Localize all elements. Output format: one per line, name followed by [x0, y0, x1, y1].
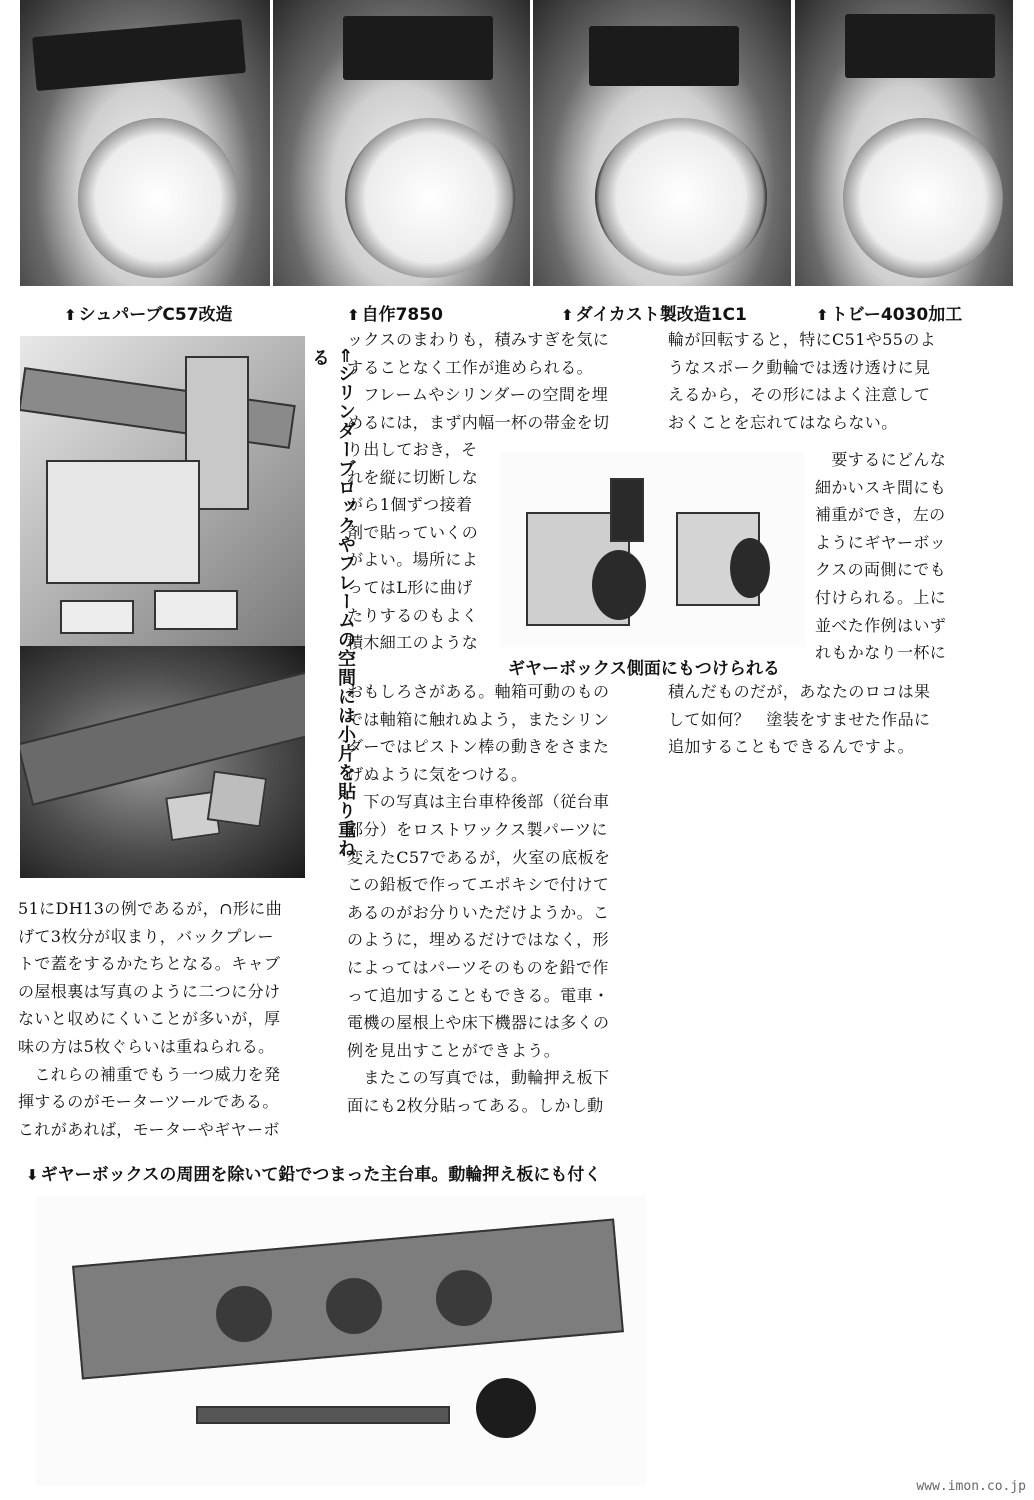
up-arrow-icon: ⬆: [347, 306, 360, 324]
caption-gearbox: ギヤーボックス側面にもつけられる: [508, 659, 780, 679]
driving-wheel: [216, 1286, 272, 1342]
chassis-plate-part: [46, 460, 200, 584]
photo-tobi-4030-on-scale: [795, 0, 1013, 286]
driving-wheel: [326, 1278, 382, 1334]
left-column-text: 51にDH13の例であるが，∩形に曲 げて3枚分が収まり，バックプレー トで蓋をするかたちとなる。キャブ の屋根裏は写真のように二つに分け ないと収めにくいことが多いが，厚 味の方は5枚ぐらいは重ねられる。 これらの補重でもう一つ威力を発 揮するのがモーターツールである。 これがあれば，モーターやギヤーボ: [18, 899, 283, 1139]
scale-dial: [843, 118, 1003, 278]
caption-photo4: ⬆ トビー4030加工: [816, 305, 963, 325]
gear-wheel: [730, 538, 770, 598]
middle-column-narrow-text: り出しておき，そ れを縦に切断しな がら1個ずつ接着 剤で貼っていくの がよい。場所によ ってはL形に曲げ たりするのもよく 積木細工のような: [347, 440, 479, 653]
down-arrow-icon: ⬇: [26, 1166, 39, 1184]
right-column-top-text: 輪が回転すると，特にC51や55のよ うなスポーク動輪では透け透けに見 えるから，その形にはよく注意して おくことを忘れてはならない。: [668, 330, 937, 432]
vertical-caption-cylinder: ⇐シリンダーブロックやフレームの空間には小片を貼り重ねる: [309, 348, 356, 859]
caption-bottom-photo: ⬇ ギヤーボックスの周囲を除いて鉛でつまった主台車。動輪押え板にも付く: [26, 1165, 602, 1185]
photo-frame-with-lead-pieces: [20, 646, 305, 878]
trailing-truck-part: [196, 1406, 450, 1424]
frame-part: [20, 367, 296, 449]
photo-main-bogie-with-lead: [36, 1196, 646, 1486]
up-arrow-icon: ⬆: [561, 306, 574, 324]
up-arrow-icon: ⬆: [64, 306, 77, 324]
trailing-wheel: [476, 1378, 536, 1438]
driving-wheel: [436, 1270, 492, 1326]
caption-photo3: ⬆ ダイカスト製改造1C1: [561, 305, 747, 325]
right-column-narrow-text: 要するにどんな 細かいスキ間にも 補重ができ，左の ようにギヤーボッ クスの両側にでも 付けられる。上に 並べた作例はいず れもかなり一杯に: [815, 450, 947, 663]
locomotive-silhouette: [589, 26, 739, 86]
gear-wheel: [592, 550, 646, 620]
caption-photo1: ⬆ シュパーブC57改造: [64, 305, 233, 325]
locomotive-silhouette: [32, 19, 246, 91]
caption-photo2: ⬆ 自作7850: [347, 305, 443, 325]
scale-dial: [78, 118, 238, 278]
watermark: www.imon.co.jp: [916, 1479, 1026, 1494]
lead-piece-part: [154, 590, 238, 630]
scale-dial: [345, 118, 515, 278]
motor-shaft: [610, 478, 644, 542]
right-column-bottom-text: 積んだものだが，あなたのロコは果 して如何？ 塗装をすませた作品に 追加することもできるんですよ。: [668, 682, 931, 757]
lead-piece-part: [207, 770, 267, 827]
locomotive-silhouette: [845, 14, 995, 78]
photo-diecast-1c1-on-scale: [533, 0, 791, 286]
locomotive-silhouette: [343, 16, 493, 80]
middle-column-bottom-text: おもしろさがある。軸箱可動のもの では軸箱に触れぬよう，またシリン ダーではピストン棒の動きをさまた げぬように気をつける。 下の写真は主台車枠後部（従台車 部分）をロストワックス製パーツに 変えたC57であるが，火室の底板を この鉛板で作ってエポキシで付けて あるのがお分りいただけようか。こ のように，埋めるだけではなく，形 によってはパーツそのものを鉛で作 って追加することもできる。電車・ 電機の屋根上や床下機器には多くの 例を見出すことができよう。 またこの写真では，動輪押え板下 面にも2枚分貼ってある。しかし動: [347, 682, 611, 1115]
lead-piece-part: [60, 600, 134, 634]
photo-handmade-7850-on-scale: [273, 0, 530, 286]
photo-gearbox-side-lead: [500, 452, 805, 647]
middle-column-top-text: ックスのまわりも，積みすぎを気に することなく工作が進められる。 フレームやシリンダーの空間を埋 めるには，まず内幅一杯の帯金を切: [347, 330, 610, 432]
scale-dial: [595, 118, 767, 276]
photo-superb-c57-on-scale: [20, 0, 270, 286]
photo-cylinder-block-parts: [20, 336, 305, 646]
left-arrow-icon: ⇐: [335, 348, 356, 365]
up-arrow-icon: ⬆: [816, 306, 829, 324]
